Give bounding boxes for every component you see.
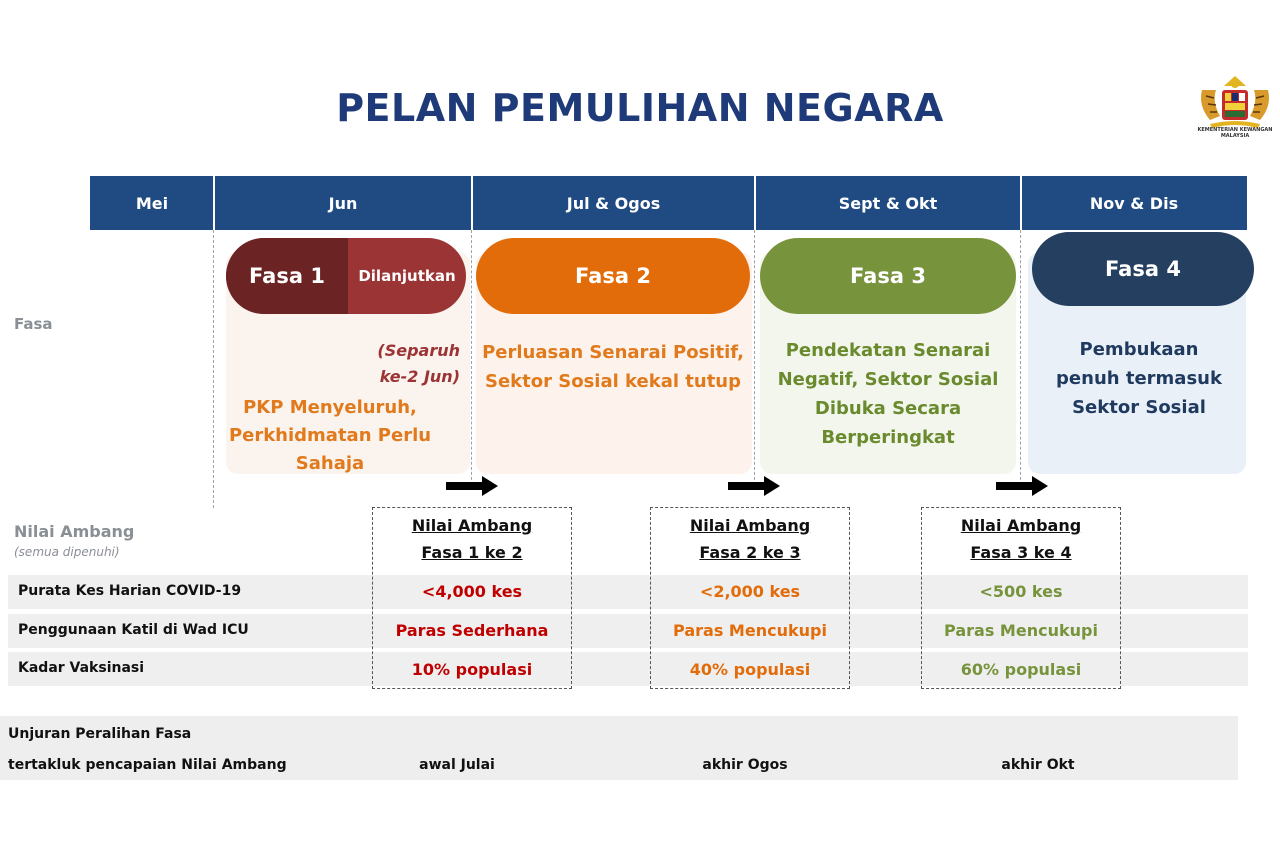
- nilai-ambang-label: Nilai Ambang: [14, 522, 135, 541]
- row-label-vaccination: Kadar Vaksinasi: [18, 660, 145, 676]
- fasa1-description: PKP Menyeluruh, Perkhidmatan Perlu Sahaja: [228, 397, 432, 474]
- fasa1-note: (Separuh ke-2 Jun): [377, 341, 460, 386]
- timeline-divider: [754, 230, 755, 490]
- fasa3-description: Pendekatan Senarai Negatif, Sektor Sosial Dibuka Secara Berperingkat: [777, 340, 999, 448]
- timeline-divider: [471, 230, 472, 490]
- projection-label-line2: tertakluk pencapaian Nilai Ambang: [8, 757, 287, 773]
- threshold-cases-value: <2,000 kes: [699, 582, 801, 601]
- threshold-icu-value: Paras Sederhana: [395, 621, 549, 640]
- fasa4-description: Pembukaan penuh termasuk Sektor Sosial: [1056, 339, 1222, 418]
- threshold-cases-value: <500 kes: [979, 582, 1063, 601]
- threshold-title: Nilai Ambang Fasa 1 ke 2: [411, 516, 533, 562]
- header-divider: [1020, 176, 1022, 230]
- fasa1-extension-label: Dilanjutkan: [358, 267, 456, 285]
- timeline-divider: [213, 230, 214, 508]
- threshold-vax-value: 10% populasi: [411, 660, 533, 679]
- arrow-right-icon: [446, 476, 498, 496]
- fasa1-pill: [226, 238, 466, 314]
- threshold-icu-value: Paras Mencukupi: [673, 621, 827, 640]
- threshold-title: Nilai Ambang Fasa 2 ke 3: [689, 516, 811, 562]
- fasa3-pill: Fasa 3: [760, 238, 1016, 314]
- month-jul-ogos: Jul & Ogos: [566, 193, 661, 213]
- projection-label-line1: Unjuran Peralihan Fasa: [8, 726, 192, 742]
- threshold-cases-value: <4,000 kes: [421, 582, 523, 601]
- fasa2-description: Perluasan Senarai Positif, Sektor Sosial kekal tutup: [482, 342, 744, 392]
- threshold-icu-value: Paras Mencukupi: [944, 621, 1098, 640]
- month-jun: Jun: [328, 193, 358, 213]
- header-divider: [213, 176, 215, 230]
- fasa1-pill-label: Fasa 1: [226, 238, 348, 314]
- arrow-right-icon: [996, 476, 1048, 496]
- header-divider: [471, 176, 473, 230]
- projection-value-fasa4: akhir Okt: [1001, 757, 1075, 773]
- fasa-label: Fasa: [14, 315, 53, 333]
- page-title: PELAN PEMULIHAN NEGARA: [336, 86, 944, 130]
- month-sept-okt: Sept & Okt: [838, 193, 938, 213]
- fasa4-pill: Fasa 4: [1032, 232, 1254, 306]
- projection-value-fasa2: awal Julai: [419, 757, 495, 773]
- threshold-vax-value: 40% populasi: [689, 660, 811, 679]
- logo-caption: KEMENTERIAN KEWANGAN MALAYSIA: [1197, 127, 1273, 139]
- timeline-divider: [1020, 230, 1021, 490]
- projection-value-fasa3: akhir Ogos: [702, 757, 788, 773]
- row-label-cases: Purata Kes Harian COVID-19: [18, 583, 242, 599]
- month-mei: Mei: [135, 193, 169, 213]
- threshold-vax-value: 60% populasi: [960, 660, 1082, 679]
- row-label-icu: Penggunaan Katil di Wad ICU: [18, 622, 249, 638]
- semua-dipenuhi-label: (semua dipenuhi): [14, 545, 120, 559]
- month-nov-dis: Nov & Dis: [1089, 193, 1179, 213]
- header-divider: [754, 176, 756, 230]
- fasa2-pill: Fasa 2: [476, 238, 750, 314]
- threshold-title: Nilai Ambang Fasa 3 ke 4: [960, 516, 1082, 562]
- arrow-right-icon: [728, 476, 780, 496]
